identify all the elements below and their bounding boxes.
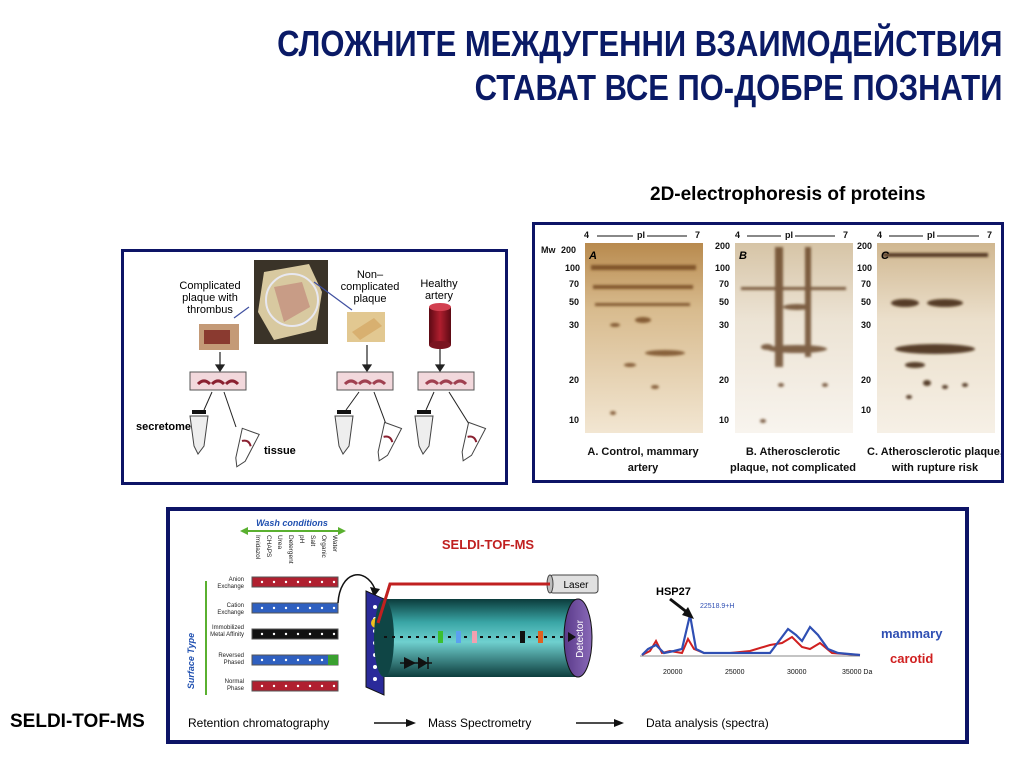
gel-b-pi: pI <box>785 230 793 240</box>
gel-c-caption-1: C. Atherosclerotic plaque, <box>867 446 1001 458</box>
gel-b-mw-30: 30 <box>719 320 730 330</box>
gel-c-caption-2: with rupture risk <box>891 462 979 474</box>
chip-normal <box>252 681 338 691</box>
gel-b-mw-200: 200 <box>715 241 731 251</box>
x-tick-20000: 20000 <box>663 669 683 676</box>
step-mass-spec: Mass Spectrometry <box>428 716 532 730</box>
gel-b-pi-max: 7 <box>843 230 849 240</box>
chip-cation <box>252 603 338 613</box>
gel-c-pi-min: 4 <box>877 230 883 240</box>
seldi-side-label: SELDI-TOF-MS <box>10 711 145 732</box>
gel-b <box>735 243 853 433</box>
peak-label: HSP27 <box>656 586 691 598</box>
gel-c-mw-200: 200 <box>857 241 873 251</box>
step-arrow-1 <box>374 719 416 727</box>
x-tick-35000: 35000 Da <box>842 669 873 676</box>
surface-reversed: Reversed Phased <box>218 653 244 666</box>
gel-a-letter: A <box>589 250 597 262</box>
step-retention: Retention chromatography <box>188 716 330 730</box>
plaque-panel <box>121 249 508 485</box>
gel-a-mw-50: 50 <box>569 297 580 307</box>
gel-c-mw-70: 70 <box>861 279 872 289</box>
wash-conditions-arrow <box>240 527 346 535</box>
wash-item-urea: Urea <box>276 535 283 550</box>
culture-dish-3 <box>418 372 474 390</box>
surface-cation: Cation Exchange <box>217 603 244 616</box>
gel-a-pi-max: 7 <box>695 230 701 240</box>
laser-label: Laser <box>563 580 589 591</box>
surface-normal: Normal Phase <box>224 679 244 692</box>
secretome-tube-1 <box>190 410 208 454</box>
gel-a-pi-min: 4 <box>584 230 590 240</box>
gel-b-caption-1: B. Atherosclerotic <box>745 446 841 458</box>
gel-a-mw-10: 10 <box>569 415 580 425</box>
wash-item-organic: Organic <box>320 535 327 558</box>
wash-item-water: Water <box>331 535 338 553</box>
detector-label: Detector <box>575 620 586 658</box>
label-complicated-3: thrombus <box>187 304 233 316</box>
gel-b-mw-10: 10 <box>719 415 730 425</box>
seldi-title: SELDI-TOF-MS <box>441 537 535 552</box>
gel-a-mw-30: 30 <box>569 320 580 330</box>
gel-b-mw-20: 20 <box>719 375 730 385</box>
plaque-photo <box>254 260 328 344</box>
gel-b-caption-2: plaque, not complicated <box>730 462 856 474</box>
step-arrow-2 <box>576 719 624 727</box>
gel-b-letter: B <box>739 250 747 262</box>
gel-c-mw-100: 100 <box>857 263 873 273</box>
gel-diagram <box>535 225 1001 480</box>
label-complicated-1: Complicated <box>179 280 241 292</box>
plaque-diagram <box>124 252 505 482</box>
gel-a-mw-20: 20 <box>569 375 580 385</box>
label-healthy-1: Healthy <box>420 278 458 290</box>
spectra-plot <box>640 599 872 676</box>
flight-tube <box>374 599 592 677</box>
gel-mw-label: Mw <box>541 245 556 255</box>
label-secretome: secretome <box>136 421 192 433</box>
gel-a-mw-200: 200 <box>561 245 577 255</box>
label-healthy-2: artery <box>424 290 454 302</box>
wash-item-ph: pH <box>298 535 305 544</box>
tissue-tube-1 <box>229 428 259 470</box>
wash-item-chaps: CHAPS <box>265 535 272 558</box>
culture-dish-2 <box>337 372 393 390</box>
slide-title <box>277 22 1002 110</box>
gel-c-mw-30: 30 <box>861 320 872 330</box>
gel-b-pi-min: 4 <box>735 230 741 240</box>
gel-c-mw-20: 20 <box>861 375 872 385</box>
label-tissue: tissue <box>264 445 296 457</box>
secretome-tube-2 <box>335 410 353 454</box>
gel-c-letter: C <box>881 250 889 262</box>
x-tick-25000: 25000 <box>725 669 745 676</box>
label-noncomplicated-3: plaque <box>353 293 387 305</box>
legend-mammary: mammary <box>881 626 943 641</box>
healthy-artery-icon <box>429 303 451 349</box>
tissue-tube-2 <box>372 422 402 464</box>
seldi-diagram <box>170 511 965 740</box>
wash-item-imidazol: Imidazol <box>254 535 261 560</box>
chip-anion <box>252 577 338 587</box>
gel-b-mw-50: 50 <box>719 297 730 307</box>
gel-c-mw-10: 10 <box>861 405 872 415</box>
step-data-analysis: Data analysis (spectra) <box>646 716 769 730</box>
x-tick-30000: 30000 <box>787 669 807 676</box>
culture-dish-1 <box>190 372 246 390</box>
surface-anion: Anion Exchange <box>217 577 244 590</box>
gel-a <box>585 243 703 433</box>
gel-panel <box>532 222 1004 483</box>
title-line-2: СТАВАТ ВСЕ ПО-ДОБРЕ ПОЗНАТИ <box>474 67 1002 108</box>
gel-c <box>877 243 995 433</box>
gel-a-mw-100: 100 <box>565 263 581 273</box>
seldi-panel <box>166 507 969 744</box>
gel-c-mw-50: 50 <box>861 297 872 307</box>
gel-b-mw-70: 70 <box>719 279 730 289</box>
series-mammary <box>642 615 860 655</box>
wash-conditions-label: Wash conditions <box>256 518 328 528</box>
wash-item-salt: Salt <box>309 535 316 547</box>
label-noncomplicated-1: Non– <box>356 269 384 281</box>
chip-reversed <box>252 655 338 665</box>
gel-b-mw-100: 100 <box>715 263 731 273</box>
surface-imac: Immobilized Metal Affinity <box>210 625 244 638</box>
secretome-tube-3 <box>415 410 433 454</box>
gel-a-pi: pI <box>637 230 645 240</box>
gel-a-caption-2: artery <box>627 462 659 474</box>
legend-carotid: carotid <box>890 651 934 666</box>
peak-mass: 22518.9+H <box>700 603 735 610</box>
gel-c-pi-max: 7 <box>987 230 993 240</box>
chip-imac <box>252 629 338 639</box>
title-line-1: СЛОЖНИТЕ МЕЖДУГЕННИ ВЗАИМОДЕЙСТВИЯ <box>276 23 1002 64</box>
gel-c-pi: pI <box>927 230 935 240</box>
label-noncomplicated-2: complicated <box>340 281 400 293</box>
electrophoresis-caption: 2D-electrophoresis of proteins <box>650 184 926 205</box>
label-complicated-2: plaque with <box>182 292 238 304</box>
gel-a-mw-70: 70 <box>569 279 580 289</box>
gel-a-caption-1: A. Control, mammary <box>587 446 699 458</box>
wash-item-detergent: Detergent <box>287 535 294 564</box>
tissue-tube-3 <box>456 422 486 464</box>
surface-type-label: Surface Type <box>186 632 196 690</box>
